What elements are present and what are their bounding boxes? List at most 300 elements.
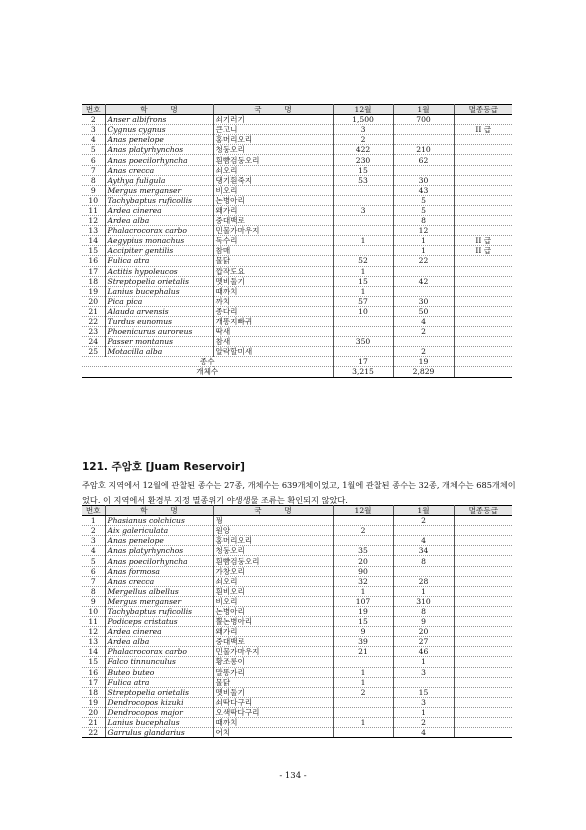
- cell-endangered-grade: [454, 556, 512, 566]
- table-row: [82, 286, 512, 296]
- cell-december: [333, 536, 393, 546]
- cell-number: 16: [82, 667, 105, 677]
- cell-scientific-name: Accipiter gentilis: [105, 246, 213, 256]
- cell-endangered-grade: [454, 546, 512, 556]
- cell-korean-name: 독수리: [213, 236, 333, 246]
- cell-january: 42: [393, 276, 454, 286]
- table-row: [82, 677, 512, 687]
- cell-korean-name: 참매: [213, 246, 333, 256]
- cell-number: 14: [82, 647, 105, 657]
- cell-december: 57: [333, 296, 393, 306]
- cell-scientific-name: Actitis hypoleucos: [105, 266, 213, 276]
- cell-scientific-name: Garrulus glandarius: [105, 728, 213, 738]
- cell-number: 17: [82, 266, 105, 276]
- cell-january: 34: [393, 546, 454, 556]
- table-row: [82, 546, 512, 556]
- cell-january: 1: [393, 707, 454, 717]
- cell-december: 10: [333, 306, 393, 316]
- cell-korean-name: 쇠오리: [213, 165, 333, 175]
- cell-number: 14: [82, 236, 105, 246]
- cell-korean-name: 꿩: [213, 516, 333, 526]
- cell-december: [333, 327, 393, 337]
- cell-december: 15: [333, 165, 393, 175]
- cell-endangered-grade: [454, 566, 512, 576]
- cell-korean-name: 홍머리오리: [213, 536, 333, 546]
- cell-scientific-name: Streptopelia orietalis: [105, 687, 213, 697]
- cell-december: 21: [333, 647, 393, 657]
- cell-number: 10: [82, 606, 105, 616]
- cell-endangered-grade: [454, 296, 512, 306]
- cell-scientific-name: Anas poecilorhyncha: [105, 155, 213, 165]
- cell-january: 27: [393, 637, 454, 647]
- cell-december: [333, 316, 393, 326]
- cell-scientific-name: Ardea cinerea: [105, 627, 213, 637]
- cell-january: 5: [393, 195, 454, 205]
- cell-january: 3: [393, 697, 454, 707]
- cell-january: 8: [393, 216, 454, 226]
- cell-scientific-name: Anas crecca: [105, 165, 213, 175]
- cell-korean-name: 논병아리: [213, 195, 333, 205]
- cell-january: 2: [393, 347, 454, 357]
- cell-scientific-name: Phalacrocorax carbo: [105, 226, 213, 236]
- table-row: [82, 306, 512, 316]
- table-row: [82, 185, 512, 195]
- cell-january: [393, 165, 454, 175]
- cell-number: 13: [82, 226, 105, 236]
- cell-korean-name: 개똥지빠귀: [213, 316, 333, 326]
- cell-number: 15: [82, 657, 105, 667]
- cell-scientific-name: Pica pica: [105, 296, 213, 306]
- cell-korean-name: 왜가리: [213, 205, 333, 215]
- cell-january: [393, 677, 454, 687]
- cell-scientific-name: Aegypius monachus: [105, 236, 213, 246]
- cell-korean-name: 멧비둘기: [213, 276, 333, 286]
- cell-january: [393, 566, 454, 576]
- cell-endangered-grade: [454, 637, 512, 647]
- cell-number: 4: [82, 135, 105, 145]
- cell-korean-name: 중대백로: [213, 216, 333, 226]
- table-header-row: [82, 105, 512, 115]
- cell-december: 3: [333, 205, 393, 215]
- cell-korean-name: 물닭: [213, 256, 333, 266]
- cell-korean-name: 홍머리오리: [213, 135, 333, 145]
- cell-number: 13: [82, 637, 105, 647]
- cell-january: 4: [393, 536, 454, 546]
- cell-january: 9: [393, 617, 454, 627]
- table-row: [82, 195, 512, 205]
- cell-scientific-name: Motacilla alba: [105, 347, 213, 357]
- cell-scientific-name: Cygnus cygnus: [105, 125, 213, 135]
- cell-endangered-grade: [454, 596, 512, 606]
- cell-endangered-grade: II 급: [454, 125, 512, 135]
- cell-korean-name: 흰비오리: [213, 586, 333, 596]
- cell-scientific-name: Anas crecca: [105, 576, 213, 586]
- cell-january: 30: [393, 296, 454, 306]
- cell-december: 107: [333, 596, 393, 606]
- cell-korean-name: 가창오리: [213, 566, 333, 576]
- cell-january: [393, 125, 454, 135]
- cell-january: 12: [393, 226, 454, 236]
- cell-endangered-grade: [454, 145, 512, 155]
- cell-december: 230: [333, 155, 393, 165]
- table-row: [82, 637, 512, 647]
- cell-korean-name: 흰뺨검둥오리: [213, 155, 333, 165]
- cell-december: 1: [333, 677, 393, 687]
- cell-number: 18: [82, 687, 105, 697]
- cell-scientific-name: Ardea cinerea: [105, 205, 213, 215]
- cell-january: 3: [393, 667, 454, 677]
- cell-scientific-name: Dendrocopos kizuki: [105, 697, 213, 707]
- cell-number: 7: [82, 576, 105, 586]
- cell-december: 15: [333, 276, 393, 286]
- cell-january: [393, 135, 454, 145]
- cell-number: 15: [82, 246, 105, 256]
- cell-korean-name: 깝작도요: [213, 266, 333, 276]
- cell-number: 20: [82, 707, 105, 717]
- cell-number: 11: [82, 617, 105, 627]
- table-row: [82, 697, 512, 707]
- cell-january: 22: [393, 256, 454, 266]
- cell-number: 19: [82, 697, 105, 707]
- table-row: [82, 667, 512, 677]
- table-row: [82, 556, 512, 566]
- table-row: [82, 155, 512, 165]
- cell-december: 1: [333, 586, 393, 596]
- table-total-row: [82, 367, 512, 377]
- section-intro-paragraph: 주암호 지역에서 12월에 관찰된 종수는 27종, 개체수는 639개체이었고, 1월에 관찰된 종수는 32종, 개체수는 685개체이었다. 이 지역에서 환경부 지정 멸종위기 야생생물 조류는 확인되지 않았다.: [82, 480, 516, 505]
- cell-december: [333, 246, 393, 256]
- cell-endangered-grade: [454, 175, 512, 185]
- cell-scientific-name: Fulica atra: [105, 677, 213, 687]
- header-endangered-grade: 멸종등급: [454, 105, 512, 115]
- cell-scientific-name: Falco tinnunculus: [105, 657, 213, 667]
- cell-january: 210: [393, 145, 454, 155]
- cell-december: [333, 697, 393, 707]
- cell-january: [393, 337, 454, 347]
- cell-scientific-name: Tachybaptus ruficollis: [105, 195, 213, 205]
- cell-number: 22: [82, 316, 105, 326]
- cell-scientific-name: Anas penelope: [105, 135, 213, 145]
- table-row: [82, 627, 512, 637]
- cell-korean-name: 말똥가리: [213, 667, 333, 677]
- cell-number: 25: [82, 347, 105, 357]
- cell-number: 9: [82, 596, 105, 606]
- cell-endangered-grade: [454, 276, 512, 286]
- header-number: 번호: [82, 506, 105, 516]
- cell-number: 6: [82, 566, 105, 576]
- header-january: 1월: [393, 105, 454, 115]
- cell-endangered-grade: [454, 647, 512, 657]
- cell-number: 11: [82, 205, 105, 215]
- cell-endangered-grade: II 급: [454, 246, 512, 256]
- cell-number: 8: [82, 175, 105, 185]
- cell-korean-name: 흰뺨검둥오리: [213, 556, 333, 566]
- cell-endangered-grade: [454, 707, 512, 717]
- table-row: [82, 566, 512, 576]
- cell-number: 5: [82, 145, 105, 155]
- cell-number: 9: [82, 185, 105, 195]
- cell-december: [333, 707, 393, 717]
- cell-january: 43: [393, 185, 454, 195]
- table-row: [82, 236, 512, 246]
- cell-scientific-name: Passer montanus: [105, 337, 213, 347]
- cell-endangered-grade: [454, 677, 512, 687]
- cell-korean-name: 어치: [213, 728, 333, 738]
- cell-number: 5: [82, 556, 105, 566]
- cell-endangered-grade: [454, 367, 512, 377]
- cell-korean-name: 종다리: [213, 306, 333, 316]
- cell-korean-name: 원앙: [213, 526, 333, 536]
- cell-january: 46: [393, 647, 454, 657]
- header-scientific-name: 학 명: [105, 506, 213, 516]
- cell-number: 2: [82, 115, 105, 125]
- cell-december: 1: [333, 236, 393, 246]
- species-table-2: [82, 505, 512, 738]
- cell-scientific-name: Alauda arvensis: [105, 306, 213, 316]
- cell-scientific-name: Phasianus colchicus: [105, 516, 213, 526]
- cell-endangered-grade: II 급: [454, 236, 512, 246]
- cell-december: 1: [333, 286, 393, 296]
- cell-scientific-name: Aix galericulata: [105, 526, 213, 536]
- cell-endangered-grade: [454, 347, 512, 357]
- cell-january: 310: [393, 596, 454, 606]
- cell-december: [333, 226, 393, 236]
- cell-january: 4: [393, 728, 454, 738]
- cell-endangered-grade: [454, 256, 512, 266]
- table-row: [82, 175, 512, 185]
- header-number: 번호: [82, 105, 105, 115]
- cell-december: 52: [333, 256, 393, 266]
- cell-endangered-grade: [454, 327, 512, 337]
- cell-january: 4: [393, 316, 454, 326]
- table-row: [82, 717, 512, 727]
- cell-endangered-grade: [454, 667, 512, 677]
- cell-endangered-grade: [454, 697, 512, 707]
- cell-january: 1: [393, 236, 454, 246]
- cell-scientific-name: Anas platyrhynchos: [105, 145, 213, 155]
- cell-january: 2: [393, 717, 454, 727]
- cell-endangered-grade: [454, 576, 512, 586]
- cell-december: 1: [333, 667, 393, 677]
- cell-scientific-name: Phoenicurus auroreus: [105, 327, 213, 337]
- cell-number: 17: [82, 677, 105, 687]
- cell-korean-name: 쇠오리: [213, 576, 333, 586]
- table-row: [82, 205, 512, 215]
- cell-endangered-grade: [454, 627, 512, 637]
- cell-december: [333, 347, 393, 357]
- cell-endangered-grade: [454, 155, 512, 165]
- cell-korean-name: 왜가리: [213, 627, 333, 637]
- table-row: [82, 115, 512, 125]
- cell-scientific-name: Anser albifrons: [105, 115, 213, 125]
- cell-endangered-grade: [454, 617, 512, 627]
- cell-number: 6: [82, 155, 105, 165]
- cell-korean-name: 때까치: [213, 717, 333, 727]
- cell-number: 24: [82, 337, 105, 347]
- cell-korean-name: 민물가마우지: [213, 647, 333, 657]
- cell-december: 17: [333, 357, 393, 367]
- cell-scientific-name: Phalacrocorax carbo: [105, 647, 213, 657]
- cell-endangered-grade: [454, 195, 512, 205]
- cell-december: 2: [333, 526, 393, 536]
- table-row: [82, 657, 512, 667]
- cell-january: 1: [393, 657, 454, 667]
- cell-endangered-grade: [454, 316, 512, 326]
- table-row: [82, 707, 512, 717]
- cell-korean-name: 비오리: [213, 596, 333, 606]
- cell-korean-name: 중대백로: [213, 637, 333, 647]
- table-row: [82, 687, 512, 697]
- cell-number: 12: [82, 627, 105, 637]
- header-december: 12월: [333, 506, 393, 516]
- cell-scientific-name: Mergus merganser: [105, 185, 213, 195]
- cell-endangered-grade: [454, 185, 512, 195]
- cell-number: 1: [82, 516, 105, 526]
- cell-december: 1,500: [333, 115, 393, 125]
- cell-endangered-grade: [454, 226, 512, 236]
- table-row: [82, 125, 512, 135]
- cell-korean-name: 때까치: [213, 286, 333, 296]
- cell-december: 1: [333, 266, 393, 276]
- cell-number: 20: [82, 296, 105, 306]
- cell-scientific-name: Anas penelope: [105, 536, 213, 546]
- table-row: [82, 327, 512, 337]
- table-header-row: [82, 506, 512, 516]
- cell-endangered-grade: [454, 286, 512, 296]
- cell-january: 62: [393, 155, 454, 165]
- cell-december: 20: [333, 556, 393, 566]
- table-row: [82, 586, 512, 596]
- cell-endangered-grade: [454, 216, 512, 226]
- cell-korean-name: 멧비둘기: [213, 687, 333, 697]
- cell-december: [333, 216, 393, 226]
- cell-korean-name: 물닭: [213, 677, 333, 687]
- cell-january: 2: [393, 516, 454, 526]
- cell-january: 8: [393, 556, 454, 566]
- cell-korean-name: 참새: [213, 337, 333, 347]
- cell-scientific-name: Tachybaptus ruficollis: [105, 606, 213, 616]
- cell-korean-name: 까치: [213, 296, 333, 306]
- table-row: [82, 226, 512, 236]
- cell-endangered-grade: [454, 165, 512, 175]
- header-scientific-name: 학 명: [105, 105, 213, 115]
- cell-scientific-name: Lanius bucephalus: [105, 286, 213, 296]
- table-row: [82, 576, 512, 586]
- cell-number: 12: [82, 216, 105, 226]
- cell-january: 700: [393, 115, 454, 125]
- cell-korean-name: 큰고니: [213, 125, 333, 135]
- table-total-row: [82, 357, 512, 367]
- cell-scientific-name: Anas platyrhynchos: [105, 546, 213, 556]
- cell-scientific-name: Lanius bucephalus: [105, 717, 213, 727]
- cell-scientific-name: Podiceps cristatus: [105, 617, 213, 627]
- table-row: [82, 596, 512, 606]
- cell-endangered-grade: [454, 205, 512, 215]
- cell-january: 15: [393, 687, 454, 697]
- cell-endangered-grade: [454, 357, 512, 367]
- header-january: 1월: [393, 506, 454, 516]
- cell-january: 2,829: [393, 367, 454, 377]
- cell-scientific-name: Anas formosa: [105, 566, 213, 576]
- cell-december: 35: [333, 546, 393, 556]
- total-label: 개체수: [82, 367, 333, 377]
- cell-korean-name: 쇠기러기: [213, 115, 333, 125]
- total-label: 종수: [82, 357, 333, 367]
- cell-january: 28: [393, 576, 454, 586]
- cell-december: [333, 657, 393, 667]
- cell-december: 39: [333, 637, 393, 647]
- cell-korean-name: 오색딱다구리: [213, 707, 333, 717]
- cell-endangered-grade: [454, 728, 512, 738]
- cell-january: 8: [393, 606, 454, 616]
- cell-december: 3,215: [333, 367, 393, 377]
- table-row: [82, 526, 512, 536]
- cell-number: 21: [82, 717, 105, 727]
- cell-scientific-name: Streptopelia orietalis: [105, 276, 213, 286]
- cell-korean-name: 청둥오리: [213, 546, 333, 556]
- cell-endangered-grade: [454, 516, 512, 526]
- header-endangered-grade: 멸종등급: [454, 506, 512, 516]
- cell-korean-name: 댕기흰죽지: [213, 175, 333, 185]
- cell-january: 5: [393, 205, 454, 215]
- cell-number: 10: [82, 195, 105, 205]
- table-row: [82, 347, 512, 357]
- cell-number: 18: [82, 276, 105, 286]
- table-row: [82, 647, 512, 657]
- cell-scientific-name: Dendrocopos major: [105, 707, 213, 717]
- table-row: [82, 316, 512, 326]
- table-row: [82, 337, 512, 347]
- table-row: [82, 276, 512, 286]
- cell-korean-name: 비오리: [213, 185, 333, 195]
- cell-scientific-name: Turdus eunomus: [105, 316, 213, 326]
- cell-december: [333, 185, 393, 195]
- header-december: 12월: [333, 105, 393, 115]
- table-row: [82, 606, 512, 616]
- cell-endangered-grade: [454, 586, 512, 596]
- cell-january: 1: [393, 586, 454, 596]
- cell-scientific-name: Mergus merganser: [105, 596, 213, 606]
- cell-scientific-name: Anas poecilorhyncha: [105, 556, 213, 566]
- cell-scientific-name: Fulica atra: [105, 256, 213, 266]
- cell-december: 9: [333, 627, 393, 637]
- table-row: [82, 216, 512, 226]
- cell-december: 90: [333, 566, 393, 576]
- table-row: [82, 728, 512, 738]
- cell-endangered-grade: [454, 606, 512, 616]
- cell-december: 2: [333, 135, 393, 145]
- cell-korean-name: 민물가마우지: [213, 226, 333, 236]
- cell-number: 3: [82, 125, 105, 135]
- cell-january: [393, 286, 454, 296]
- cell-january: 1: [393, 246, 454, 256]
- header-korean-name: 국 명: [213, 506, 333, 516]
- section-heading: 121. 주암호 [Juam Reservoir]: [82, 461, 245, 473]
- cell-january: [393, 526, 454, 536]
- table-row: [82, 516, 512, 526]
- cell-number: 7: [82, 165, 105, 175]
- cell-january: 2: [393, 327, 454, 337]
- cell-january: 20: [393, 627, 454, 637]
- cell-scientific-name: Buteo buteo: [105, 667, 213, 677]
- cell-january: 50: [393, 306, 454, 316]
- cell-korean-name: 뿔논병아리: [213, 617, 333, 627]
- cell-number: 4: [82, 546, 105, 556]
- cell-endangered-grade: [454, 536, 512, 546]
- table-row: [82, 246, 512, 256]
- cell-december: 422: [333, 145, 393, 155]
- cell-endangered-grade: [454, 266, 512, 276]
